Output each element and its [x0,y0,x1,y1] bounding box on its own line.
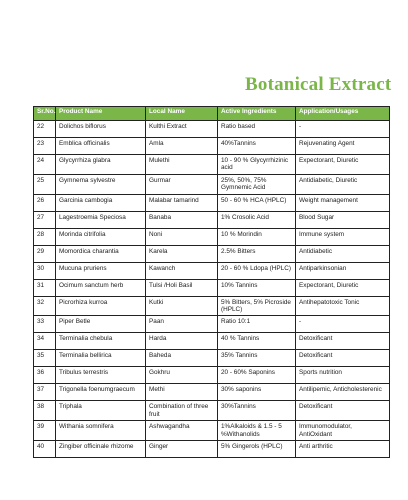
cell-local-name: Tulsi /Holi Basil [146,279,218,296]
cell-active-ingredients: 5% Bitters, 5% Picroside (HPLC) [218,296,296,316]
table-row [34,296,390,316]
cell-sr-no: 24 [34,155,56,175]
cell-active-ingredients: 1%Alkaloids & 1.5 - 5 %Withanolids [218,421,296,441]
table-row [34,174,390,194]
cell-sr-no: 32 [34,296,56,316]
cell-local-name: Amla [146,138,218,155]
cell-sr-no: 29 [34,245,56,262]
table-body [34,121,390,458]
table-row [34,228,390,245]
header-active-ingredients: Active Ingredients [218,107,296,121]
cell-sr-no: 34 [34,333,56,350]
cell-sr-no: 39 [34,421,56,441]
cell-sr-no: 30 [34,262,56,279]
table-row [34,367,390,384]
cell-active-ingredients: 30%Tannins [218,401,296,421]
cell-product-name: Garcinia cambogia [56,194,146,211]
cell-active-ingredients: 40 % Tannins [218,333,296,350]
cell-application: Antidiabetic, Diuretic [296,174,390,194]
cell-active-ingredients: 10 % Morindin [218,228,296,245]
table-row [34,138,390,155]
table-row [34,279,390,296]
cell-active-ingredients: 10% Tannins [218,279,296,296]
cell-application: Blood Sugar [296,211,390,228]
cell-application: Immune system [296,228,390,245]
table-row [34,245,390,262]
cell-product-name: Terminalia bellirica [56,350,146,367]
cell-product-name: Piper Betle [56,316,146,333]
cell-product-name: Lagestroemia Speciosa [56,211,146,228]
cell-sr-no: 33 [34,316,56,333]
cell-product-name: Tribulus terrestris [56,367,146,384]
cell-active-ingredients: 10 - 90 % Glycyrrhizinic acid [218,155,296,175]
cell-active-ingredients: 50 - 60 % HCA (HPLC) [218,194,296,211]
cell-application: Immunomodulator, AntiOxidant [296,421,390,441]
cell-application: Expectorant, Diuretic [296,279,390,296]
cell-product-name: Glycyrrhiza glabra [56,155,146,175]
cell-active-ingredients: 1% Crosolic Acid [218,211,296,228]
cell-active-ingredients: Ratio 10:1 [218,316,296,333]
cell-product-name: Dolichos biflorus [56,121,146,138]
cell-product-name: Mucuna pruriens [56,262,146,279]
cell-sr-no: 25 [34,174,56,194]
cell-sr-no: 23 [34,138,56,155]
cell-sr-no: 31 [34,279,56,296]
header-product-name: Product Name [56,107,146,121]
cell-product-name: Trigonella foenumgraecum [56,384,146,401]
cell-sr-no: 38 [34,401,56,421]
cell-local-name: Gurmar [146,174,218,194]
cell-local-name: Kulthi Extract [146,121,218,138]
botanical-table [33,106,390,458]
table-row [34,194,390,211]
cell-application: Detoxificant [296,333,390,350]
cell-active-ingredients: 30% saponins [218,384,296,401]
table-row [34,333,390,350]
cell-sr-no: 27 [34,211,56,228]
cell-local-name: Kawanch [146,262,218,279]
cell-application: Rejuvenating Agent [296,138,390,155]
cell-product-name: Zingiber officinale rhizome [56,441,146,458]
cell-application: Weight management [296,194,390,211]
table-row [34,384,390,401]
cell-active-ingredients: 20 - 60% Saponins [218,367,296,384]
cell-application: Expectorant, Diuretic [296,155,390,175]
cell-application: Antihepatotoxic Tonic [296,296,390,316]
cell-local-name: Banaba [146,211,218,228]
cell-sr-no: 37 [34,384,56,401]
table-header-row [34,107,390,121]
cell-application: Antidiabetic [296,245,390,262]
cell-product-name: Emblica officinalis [56,138,146,155]
cell-product-name: Gymnema sylvestre [56,174,146,194]
cell-local-name: Malabar tamarind [146,194,218,211]
cell-local-name: Mulethi [146,155,218,175]
cell-product-name: Terminalia chebula [56,333,146,350]
cell-local-name: Harda [146,333,218,350]
cell-sr-no: 26 [34,194,56,211]
cell-local-name: Ginger [146,441,218,458]
cell-application: Detoxificant [296,401,390,421]
table-row [34,121,390,138]
table-row [34,211,390,228]
cell-product-name: Momordica charantia [56,245,146,262]
cell-local-name: Combination of three fruit [146,401,218,421]
cell-application: - [296,121,390,138]
cell-product-name: Picrorhiza kurroa [56,296,146,316]
cell-active-ingredients: 35% Tannins [218,350,296,367]
table-row [34,441,390,458]
table-row [34,316,390,333]
table-row [34,350,390,367]
header-local-name: Local Name [146,107,218,121]
cell-sr-no: 35 [34,350,56,367]
cell-local-name: Kutki [146,296,218,316]
cell-sr-no: 40 [34,441,56,458]
cell-application: Sports nutrition [296,367,390,384]
cell-local-name: Baheda [146,350,218,367]
page-title: Botanical Extract [245,74,392,95]
cell-product-name: Ocimum sanctum herb [56,279,146,296]
cell-sr-no: 36 [34,367,56,384]
table-row [34,401,390,421]
cell-active-ingredients: 40%Tannins [218,138,296,155]
cell-sr-no: 28 [34,228,56,245]
table-row [34,155,390,175]
cell-application: - [296,316,390,333]
table-row [34,421,390,441]
header-sr-no: Sr.No. [34,107,56,121]
cell-active-ingredients: 20 - 60 % Ldopa (HPLC) [218,262,296,279]
cell-local-name: Paan [146,316,218,333]
cell-local-name: Methi [146,384,218,401]
cell-local-name: Karela [146,245,218,262]
cell-active-ingredients: 5% Gingerols (HPLC) [218,441,296,458]
cell-local-name: Ashwagandha [146,421,218,441]
header-application: Application/Usages [296,107,390,121]
cell-product-name: Triphala [56,401,146,421]
cell-application: Antiparkinsonian [296,262,390,279]
cell-product-name: Morinda citrifolia [56,228,146,245]
cell-local-name: Gokhru [146,367,218,384]
cell-application: Anti arthritic [296,441,390,458]
cell-product-name: Withania somnifera [56,421,146,441]
cell-active-ingredients: 25%, 50%, 75% Gymnemic Acid [218,174,296,194]
cell-application: Antilipemic, Anticholesterenic [296,384,390,401]
cell-local-name: Noni [146,228,218,245]
table-row [34,262,390,279]
cell-active-ingredients: 2.5% Bitters [218,245,296,262]
cell-application: Detoxificant [296,350,390,367]
cell-active-ingredients: Ratio based [218,121,296,138]
cell-sr-no: 22 [34,121,56,138]
